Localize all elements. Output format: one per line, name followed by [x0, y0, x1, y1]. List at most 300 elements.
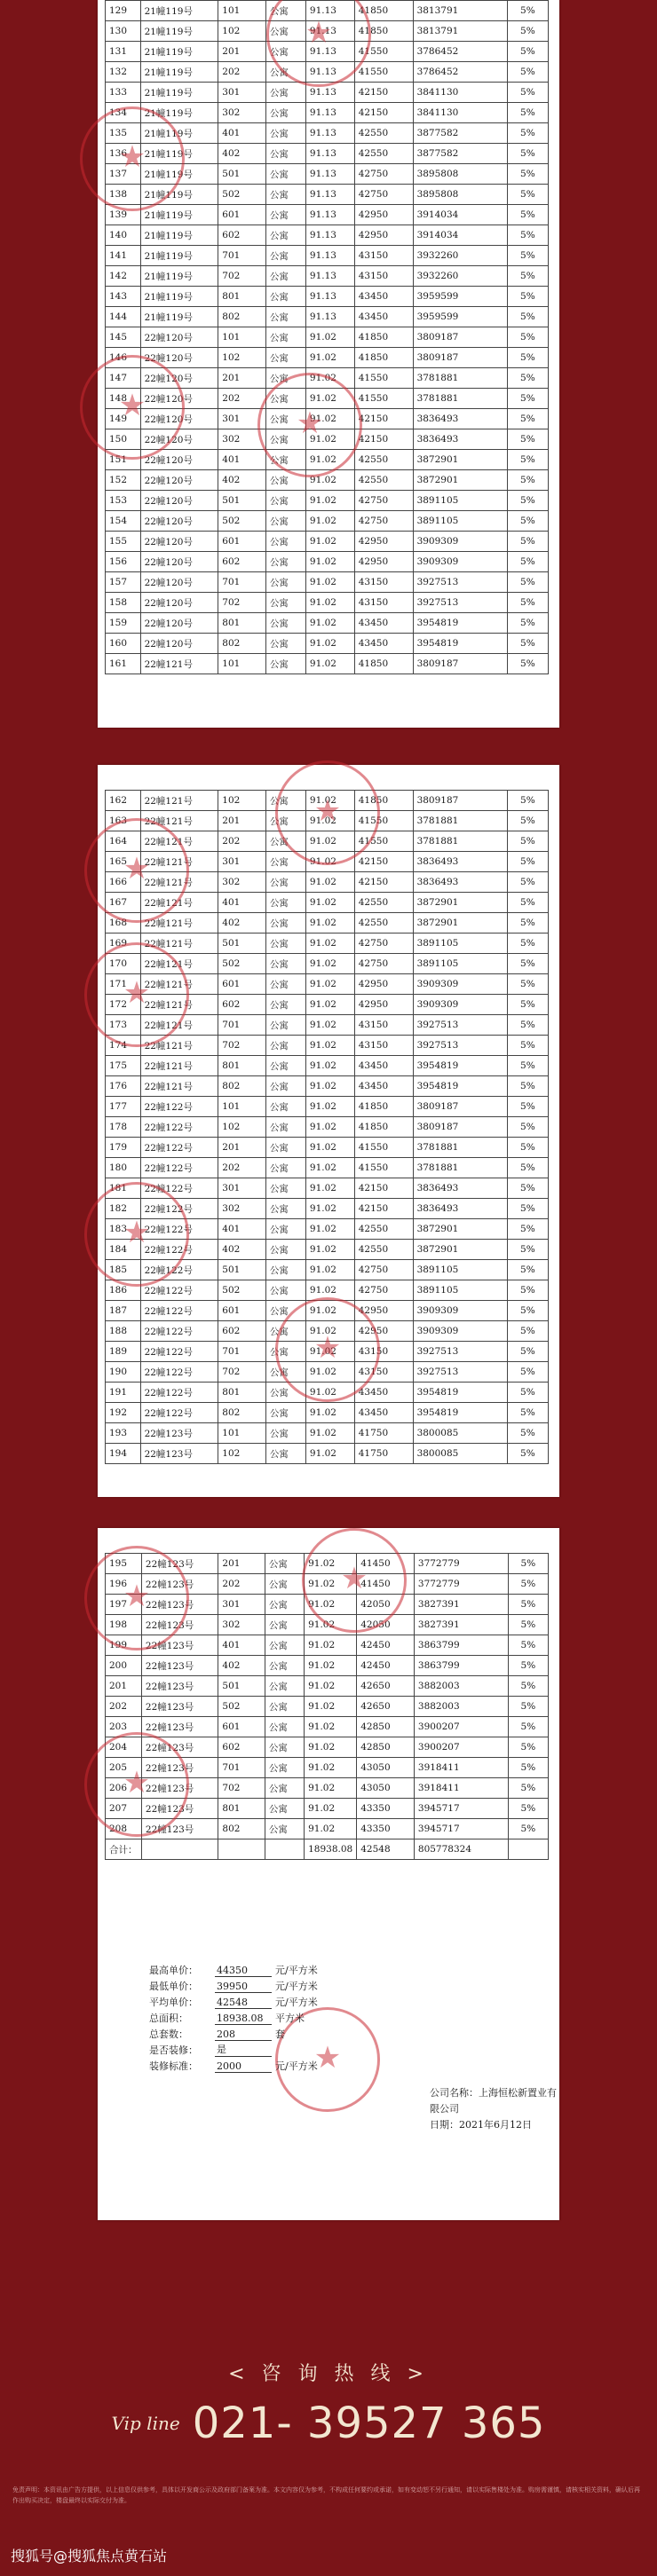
unit-area-cell: 91.13	[305, 205, 354, 225]
row-number-cell: 188	[106, 1321, 141, 1342]
row-number-cell: 179	[106, 1138, 141, 1158]
unit-area-cell: 91.13	[305, 62, 354, 83]
unit-price-cell: 43450	[354, 1056, 413, 1076]
unit-price-cell: 42750	[354, 954, 413, 974]
unit-area-cell: 91.02	[305, 1321, 354, 1342]
building-number-cell: 21幢119号	[140, 164, 218, 185]
total-price-cell: 3900207	[414, 1737, 508, 1758]
table-row	[106, 1117, 549, 1138]
table-row	[106, 1717, 549, 1737]
unit-price-cell: 42650	[357, 1697, 415, 1717]
row-number-cell: 208	[106, 1819, 142, 1839]
unit-price-cell: 43450	[354, 287, 413, 307]
room-number-cell: 802	[218, 634, 266, 654]
unit-area-cell: 91.02	[305, 934, 354, 954]
room-number-cell: 801	[218, 1056, 266, 1076]
unit-price-cell: 42450	[357, 1656, 415, 1676]
unit-area-cell: 91.02	[305, 1117, 354, 1138]
rate-cell: 5%	[507, 348, 548, 368]
rate-cell: 5%	[507, 1199, 548, 1219]
table-row	[106, 123, 549, 144]
rate-cell: 5%	[507, 791, 548, 811]
building-number-cell: 21幢119号	[140, 246, 218, 266]
room-number-cell: 201	[218, 811, 266, 831]
room-number-cell: 101	[218, 327, 266, 348]
row-number-cell: 165	[106, 852, 141, 872]
table-row	[106, 511, 549, 532]
rate-cell: 5%	[507, 954, 548, 974]
total-area-value: 18938.08	[215, 2013, 272, 2025]
usage-cell: 公寓	[265, 1036, 305, 1056]
building-number-cell: 22幢120号	[140, 634, 218, 654]
unit-area-cell: 91.02	[305, 1656, 357, 1676]
usage-cell: 公寓	[265, 1383, 305, 1403]
row-number-cell: 183	[106, 1219, 141, 1240]
rate-cell: 5%	[507, 491, 548, 511]
rate-cell: 5%	[507, 1383, 548, 1403]
rate-cell: 5%	[508, 1778, 548, 1799]
unit-area-cell: 91.13	[305, 123, 354, 144]
total-price-cell: 3836493	[413, 409, 507, 429]
unit-area-cell: 91.13	[305, 42, 354, 62]
building-number-cell: 22幢123号	[141, 1758, 218, 1778]
total-price-cell: 3891105	[413, 954, 507, 974]
table-row	[106, 1, 549, 21]
rate-cell: 5%	[507, 852, 548, 872]
unit-area-cell: 91.02	[305, 368, 354, 389]
total-price-cell: 3891105	[413, 1280, 507, 1301]
unit-price-cell: 41850	[354, 348, 413, 368]
rate-cell: 5%	[507, 831, 548, 852]
table-row	[106, 1178, 549, 1199]
unit-price-cell: 42150	[354, 409, 413, 429]
room-number-cell: 802	[218, 307, 266, 327]
rate-cell: 5%	[507, 654, 548, 674]
unit-area-cell: 91.02	[305, 1676, 357, 1697]
usage-cell: 公寓	[265, 368, 305, 389]
table-row	[106, 470, 549, 491]
row-number-cell: 156	[106, 552, 141, 572]
building-number-cell: 22幢121号	[140, 791, 218, 811]
building-number-cell: 22幢120号	[140, 409, 218, 429]
usage-cell: 公寓	[265, 1717, 304, 1737]
total-price-cell: 3809187	[413, 791, 507, 811]
rate-cell: 5%	[507, 1178, 548, 1199]
unit-area-cell: 91.02	[305, 1138, 354, 1158]
total-units-value: 208	[215, 2029, 272, 2041]
total-price-cell: 3882003	[414, 1697, 508, 1717]
usage-cell: 公寓	[265, 83, 305, 103]
rate-cell: 5%	[507, 246, 548, 266]
unit-area-cell: 91.02	[305, 1403, 354, 1423]
building-number-cell: 22幢123号	[141, 1554, 218, 1574]
room-number-cell: 302	[218, 872, 266, 893]
row-number-cell: 134	[106, 103, 141, 123]
unit-area-cell: 91.02	[305, 893, 354, 913]
total-price-cell: 3954819	[413, 1403, 507, 1423]
usage-cell: 公寓	[265, 450, 305, 470]
total-price-cell: 3918411	[414, 1778, 508, 1799]
total-price-cell: 3836493	[413, 429, 507, 450]
unit-area-cell: 91.02	[305, 1554, 357, 1574]
building-number-cell: 22幢123号	[141, 1635, 218, 1656]
unit-price-cell: 42950	[354, 225, 413, 246]
usage-cell: 公寓	[265, 1199, 305, 1219]
building-number-cell: 22幢123号	[141, 1656, 218, 1676]
room-number-cell: 101	[218, 1423, 266, 1444]
room-number-cell: 801	[218, 1799, 265, 1819]
unit-area-cell: 91.02	[305, 572, 354, 593]
usage-cell: 公寓	[265, 1574, 304, 1595]
table-row	[106, 266, 549, 287]
total-price-cell: 3800085	[413, 1444, 507, 1464]
row-number-cell: 195	[106, 1554, 142, 1574]
row-number-cell: 143	[106, 287, 141, 307]
usage-cell: 公寓	[265, 1076, 305, 1097]
unit-area-cell: 91.13	[305, 225, 354, 246]
row-number-cell: 149	[106, 409, 141, 429]
rate-cell: 5%	[508, 1615, 548, 1635]
room-number-cell: 301	[218, 83, 266, 103]
unit-price-cell: 43150	[354, 1036, 413, 1056]
rate-cell: 5%	[507, 1362, 548, 1383]
total-price-cell: 3872901	[413, 913, 507, 934]
row-number-cell: 137	[106, 164, 141, 185]
room-number-cell: 702	[218, 1778, 265, 1799]
sign-date: 日期：2021年6月12日	[430, 2119, 532, 2131]
table-row	[106, 1015, 549, 1036]
table-row	[106, 852, 549, 872]
table-row	[106, 811, 549, 831]
room-number-cell: 601	[218, 205, 266, 225]
unit-area-cell: 91.02	[305, 1423, 354, 1444]
rate-cell: 5%	[507, 1321, 548, 1342]
building-number-cell: 22幢122号	[140, 1403, 218, 1423]
usage-cell: 公寓	[265, 791, 305, 811]
company-name: 公司名称：上海恒松新置业有限公司	[430, 2087, 557, 2115]
table-row	[106, 348, 549, 368]
rate-cell: 5%	[507, 572, 548, 593]
row-number-cell: 180	[106, 1158, 141, 1178]
building-number-cell: 21幢119号	[140, 123, 218, 144]
usage-cell: 公寓	[265, 287, 305, 307]
building-number-cell: 22幢121号	[140, 872, 218, 893]
total-price-cell: 3786452	[413, 42, 507, 62]
room-number-cell: 201	[218, 368, 266, 389]
rate-cell: 5%	[507, 21, 548, 42]
row-number-cell: 184	[106, 1240, 141, 1260]
building-number-cell: 22幢120号	[140, 613, 218, 634]
total-price-cell: 3836493	[413, 852, 507, 872]
table-row	[106, 1656, 549, 1676]
table-row	[106, 1758, 549, 1778]
unit-area-cell: 91.02	[305, 791, 354, 811]
total-price-cell: 3781881	[413, 368, 507, 389]
total-price-cell: 3945717	[414, 1819, 508, 1839]
building-number-cell: 22幢121号	[140, 852, 218, 872]
total-price-cell: 3863799	[414, 1656, 508, 1676]
unit-area-cell: 91.02	[305, 1574, 357, 1595]
total-price-cell: 3772779	[414, 1574, 508, 1595]
room-number-cell: 101	[218, 1, 266, 21]
unit-price-cell: 42450	[357, 1635, 415, 1656]
total-price-cell: 3813791	[413, 1, 507, 21]
total-avg-price-cell: 42548	[357, 1839, 415, 1860]
room-number-cell: 402	[218, 913, 266, 934]
row-number-cell: 166	[106, 872, 141, 893]
table-row	[106, 1362, 549, 1383]
rate-cell: 5%	[507, 1138, 548, 1158]
row-number-cell: 139	[106, 205, 141, 225]
row-number-cell: 142	[106, 266, 141, 287]
total-price-cell: 3932260	[413, 266, 507, 287]
empty-cell	[141, 1839, 218, 1860]
usage-cell: 公寓	[265, 872, 305, 893]
unit-area-cell: 91.02	[305, 974, 354, 995]
building-number-cell: 22幢122号	[140, 1301, 218, 1321]
building-number-cell: 22幢120号	[140, 450, 218, 470]
unit-area-cell: 91.13	[305, 266, 354, 287]
unit-price-cell: 42550	[354, 470, 413, 491]
total-price-cell: 3872901	[413, 450, 507, 470]
total-price-cell: 3927513	[413, 1015, 507, 1036]
room-number-cell: 502	[218, 185, 266, 205]
room-number-cell: 302	[218, 1199, 266, 1219]
unit-price-cell: 42750	[354, 1280, 413, 1301]
room-number-cell: 802	[218, 1819, 265, 1839]
usage-cell: 公寓	[265, 429, 305, 450]
unit-price-cell: 42150	[354, 872, 413, 893]
rate-cell: 5%	[507, 532, 548, 552]
row-number-cell: 136	[106, 144, 141, 164]
unit-price-cell: 42950	[354, 1301, 413, 1321]
unit-price-cell: 43450	[354, 634, 413, 654]
unit-area-cell: 91.02	[305, 1737, 357, 1758]
total-price-cell: 3954819	[413, 634, 507, 654]
unit-area-cell: 91.02	[305, 491, 354, 511]
unit-price-cell: 43150	[354, 593, 413, 613]
rate-cell: 5%	[507, 1, 548, 21]
total-price-cell: 3872901	[413, 1219, 507, 1240]
row-number-cell: 186	[106, 1280, 141, 1301]
row-number-cell: 150	[106, 429, 141, 450]
unit-price-cell: 43050	[357, 1758, 415, 1778]
building-number-cell: 22幢122号	[140, 1138, 218, 1158]
max-price-label: 最高单价：	[149, 1965, 198, 1976]
price-list-page-1	[98, 0, 559, 728]
unit-price-cell: 42550	[354, 1219, 413, 1240]
rate-cell: 5%	[507, 552, 548, 572]
building-number-cell: 22幢120号	[140, 552, 218, 572]
table-row	[106, 1301, 549, 1321]
usage-cell: 公寓	[265, 1403, 305, 1423]
unit-price-cell: 42750	[354, 934, 413, 954]
room-number-cell: 601	[218, 532, 266, 552]
room-number-cell: 302	[218, 103, 266, 123]
room-number-cell: 301	[218, 852, 266, 872]
unit-price-cell: 42950	[354, 995, 413, 1015]
building-number-cell: 22幢123号	[141, 1778, 218, 1799]
usage-cell: 公寓	[265, 1342, 305, 1362]
units-unit: 套	[275, 2029, 285, 2040]
usage-cell: 公寓	[265, 246, 305, 266]
unit-area-cell: 91.02	[305, 1178, 354, 1199]
usage-cell: 公寓	[265, 205, 305, 225]
usage-cell: 公寓	[265, 42, 305, 62]
usage-cell: 公寓	[265, 1097, 305, 1117]
rate-cell: 5%	[507, 205, 548, 225]
total-price-cell: 3927513	[413, 593, 507, 613]
rate-cell: 5%	[507, 1280, 548, 1301]
unit-price-cell: 42050	[357, 1615, 415, 1635]
rate-cell: 5%	[507, 811, 548, 831]
empty-cell	[265, 1839, 304, 1860]
building-number-cell: 21幢119号	[140, 307, 218, 327]
building-number-cell: 22幢122号	[140, 1097, 218, 1117]
rate-cell: 5%	[507, 995, 548, 1015]
unit-area-cell: 91.02	[305, 1199, 354, 1219]
row-number-cell: 182	[106, 1199, 141, 1219]
table-row	[106, 409, 549, 429]
usage-cell: 公寓	[265, 144, 305, 164]
total-area-label: 总面积：	[149, 2013, 188, 2024]
table-row	[106, 654, 549, 674]
table-row	[106, 1403, 549, 1423]
unit-area-cell: 91.13	[305, 103, 354, 123]
room-number-cell: 801	[218, 613, 266, 634]
unit-price-cell: 41750	[354, 1423, 413, 1444]
row-number-cell: 202	[106, 1697, 142, 1717]
unit-area-cell: 91.02	[305, 995, 354, 1015]
unit-price-cell: 43450	[354, 1403, 413, 1423]
unit-price-cell: 41850	[354, 327, 413, 348]
row-number-cell: 194	[106, 1444, 141, 1464]
unit-area-cell: 91.02	[305, 1362, 354, 1383]
table-row	[106, 572, 549, 593]
room-number-cell: 602	[218, 225, 266, 246]
unit-area-cell: 91.02	[305, 1819, 357, 1839]
total-price-cell: 3882003	[414, 1676, 508, 1697]
rate-cell: 5%	[507, 511, 548, 532]
usage-cell: 公寓	[265, 1737, 304, 1758]
unit-price-table-3	[105, 1553, 549, 1860]
building-number-cell: 22幢122号	[140, 1260, 218, 1280]
room-number-cell: 301	[218, 1178, 266, 1199]
table-row	[106, 1383, 549, 1403]
building-number-cell: 22幢121号	[140, 1036, 218, 1056]
table-row	[106, 1321, 549, 1342]
row-number-cell: 168	[106, 913, 141, 934]
rate-cell: 5%	[507, 1076, 548, 1097]
table-row	[106, 491, 549, 511]
unit-price-cell: 43450	[354, 1076, 413, 1097]
usage-cell: 公寓	[265, 1321, 305, 1342]
unit-price-cell: 43150	[354, 572, 413, 593]
row-number-cell: 169	[106, 934, 141, 954]
hotline-phone[interactable]: 021- 39527 365	[192, 2399, 546, 2448]
table-row	[106, 389, 549, 409]
usage-cell: 公寓	[265, 634, 305, 654]
rate-cell: 5%	[507, 593, 548, 613]
rate-cell: 5%	[507, 1015, 548, 1036]
room-number-cell: 701	[218, 1342, 266, 1362]
building-number-cell: 21幢119号	[140, 266, 218, 287]
room-number-cell: 201	[218, 1138, 266, 1158]
vip-line-label: Vip line	[111, 2413, 180, 2434]
rate-cell: 5%	[507, 287, 548, 307]
building-number-cell: 22幢122号	[140, 1362, 218, 1383]
unit-price-cell: 41550	[354, 1138, 413, 1158]
unit-price-cell: 43150	[354, 1362, 413, 1383]
usage-cell: 公寓	[265, 1158, 305, 1178]
usage-cell: 公寓	[265, 974, 305, 995]
room-number-cell: 502	[218, 954, 266, 974]
row-number-cell: 196	[106, 1574, 142, 1595]
room-number-cell: 202	[218, 1574, 265, 1595]
unit-price-cell: 41550	[354, 62, 413, 83]
row-number-cell: 175	[106, 1056, 141, 1076]
total-price-cell: 3909309	[413, 532, 507, 552]
row-number-cell: 131	[106, 42, 141, 62]
unit-area-cell: 91.02	[305, 1240, 354, 1260]
unit-area-cell: 91.02	[305, 1595, 357, 1615]
total-price-cell: 3809187	[413, 1097, 507, 1117]
rate-cell: 5%	[507, 1117, 548, 1138]
usage-cell: 公寓	[265, 21, 305, 42]
row-number-cell: 204	[106, 1737, 142, 1758]
rate-cell: 5%	[507, 872, 548, 893]
table-row	[106, 1423, 549, 1444]
row-number-cell: 133	[106, 83, 141, 103]
room-number-cell: 202	[218, 389, 266, 409]
total-price-cell: 3909309	[413, 974, 507, 995]
min-price-label: 最低单价：	[149, 1981, 198, 1992]
unit-price-cell: 42850	[357, 1737, 415, 1758]
building-number-cell: 22幢122号	[140, 1321, 218, 1342]
building-number-cell: 22幢123号	[141, 1737, 218, 1758]
unit-price-cell: 42950	[354, 532, 413, 552]
rate-cell: 5%	[507, 164, 548, 185]
total-price-cell: 3914034	[413, 225, 507, 246]
rate-cell: 5%	[508, 1656, 548, 1676]
table-row	[106, 1737, 549, 1758]
table-row	[106, 593, 549, 613]
usage-cell: 公寓	[265, 1056, 305, 1076]
usage-cell: 公寓	[265, 811, 305, 831]
unit-area-cell: 91.02	[305, 409, 354, 429]
table-row	[106, 205, 549, 225]
unit-price-cell: 41550	[354, 831, 413, 852]
unit-price-cell: 43450	[354, 1383, 413, 1403]
total-price-cell: 3872901	[413, 470, 507, 491]
usage-cell: 公寓	[265, 654, 305, 674]
usage-cell: 公寓	[265, 1301, 305, 1321]
usage-cell: 公寓	[265, 1758, 304, 1778]
rate-cell: 5%	[507, 893, 548, 913]
row-number-cell: 170	[106, 954, 141, 974]
rate-cell: 5%	[507, 1423, 548, 1444]
usage-cell: 公寓	[265, 123, 305, 144]
unit-price-cell: 42050	[357, 1595, 415, 1615]
building-number-cell: 21幢119号	[140, 225, 218, 246]
total-price-cell: 3809187	[413, 327, 507, 348]
total-price-cell: 3891105	[413, 491, 507, 511]
rate-cell: 5%	[507, 327, 548, 348]
row-number-cell: 163	[106, 811, 141, 831]
row-number-cell: 140	[106, 225, 141, 246]
table-row	[106, 287, 549, 307]
room-number-cell: 702	[218, 593, 266, 613]
